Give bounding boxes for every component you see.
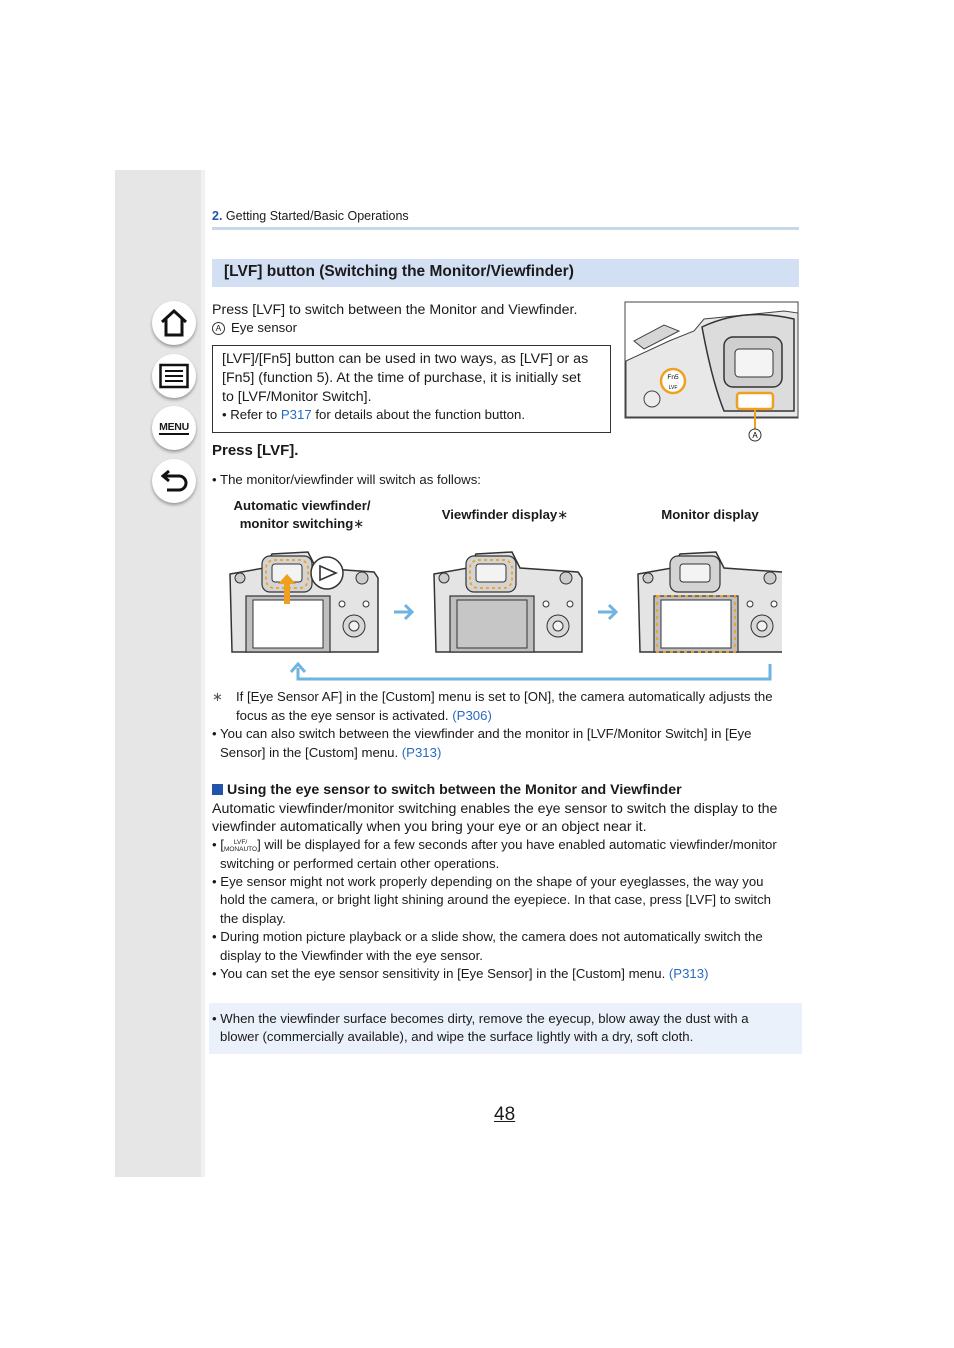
back-button[interactable] — [152, 459, 196, 503]
switch-note: • The monitor/viewfinder will switch as follows: — [212, 472, 481, 487]
footnote-line-2: focus as the eye sensor is activated. (P306) — [236, 708, 492, 723]
home-button[interactable] — [152, 301, 196, 345]
col-viewfinder-heading: Viewfinder display∗ — [441, 507, 569, 522]
page-number: 48 — [494, 1104, 516, 1125]
tip-line-2: blower (commercially available), and wipe the surface lightly with a dry, soft cloth. — [220, 1029, 694, 1044]
eye-sensor-label: Eye sensor — [231, 320, 297, 335]
note-line-1: [LVF]/[Fn5] button can be used in two ways, as [LVF] or as — [222, 351, 589, 367]
chapter-number: 2. — [212, 209, 223, 223]
refer-pre: Refer to — [230, 407, 281, 422]
bullet-3-line-2: display to the Viewfinder with the eye sensor. — [220, 948, 483, 963]
chapter-title: Getting Started/Basic Operations — [225, 209, 409, 223]
link-p306[interactable]: (P306) — [452, 708, 492, 723]
intro-text: Press [LVF] to switch between the Monitor and Viewfinder. — [212, 302, 578, 318]
breadcrumb — [212, 209, 409, 223]
bullet-2-line-3: the display. — [220, 911, 286, 926]
col-auto-heading: Automatic viewfinder/ monitor switching∗ — [233, 498, 371, 531]
lvf-monauto-icon: LVF/ MONAUTO — [223, 839, 258, 853]
back-arrow-icon — [159, 467, 189, 495]
refer-link-p317[interactable]: P317 — [280, 407, 312, 422]
link-p313-b[interactable]: (P313) — [668, 966, 709, 981]
bullet-1-line-2: switching or performed certain other operations. — [220, 856, 500, 871]
section-header — [212, 259, 799, 287]
square-bullet-icon — [212, 784, 223, 795]
contents-button[interactable] — [152, 354, 196, 398]
home-icon — [159, 308, 189, 338]
eye-sensor-caption — [212, 319, 297, 338]
sidebar-edge — [201, 170, 205, 1177]
link-p313-a[interactable]: (P313) — [401, 745, 442, 760]
bullet-1-line-1: • [ LVF/ MONAUTO ] will be displayed for a few seconds after you have enabled automatic viewfinder/monitor — [212, 837, 777, 853]
note-line-3: to [LVF/Monitor Switch]. — [222, 389, 372, 405]
col-monitor-heading: Monitor display — [661, 507, 759, 522]
footnote-symbol: ∗ — [212, 689, 224, 704]
eye-sensor-subheading: Using the eye sensor to switch between the Monitor and Viewfinder — [212, 782, 682, 798]
note-line-2: [Fn5] (function 5). At the time of purchase, it is initially set — [222, 370, 581, 386]
lvf-label: LVF — [668, 385, 678, 391]
list-icon — [159, 363, 189, 389]
bullet-2-line-1: • Eye sensor might not work properly depending on the shape of your eyeglasses, the way you — [212, 874, 764, 889]
section-title: [LVF] button (Switching the Monitor/Viewfinder) — [224, 263, 574, 280]
figure-marker-a: A — [752, 431, 758, 440]
bullet-switch-line-2: Sensor] in the [Custom] menu. (P313) — [220, 745, 442, 760]
bullet-2-line-2: hold the camera, or bright light shining around the eyepiece. In that case, press [LVF] to switch — [220, 892, 772, 907]
menu-label: MENU — [159, 421, 189, 433]
fn5-label: Fn5 — [667, 374, 679, 381]
bullet-3-line-1: • During motion picture playback or a slide show, the camera does not automatically switch the — [212, 929, 763, 944]
para-line-2: viewfinder automatically when you bring your eye or an object near it. — [212, 819, 647, 835]
switch-sequence-illustration — [222, 544, 782, 686]
note-refer: • Refer to P317 for details about the function button. — [222, 407, 526, 422]
bullet-4-line-1: • You can set the eye sensor sensitivity in [Eye Sensor] in the [Custom] menu. (P313) — [212, 966, 709, 981]
para-line-1: Automatic viewfinder/monitor switching enables the eye sensor to switch the display to the — [212, 801, 778, 817]
bullet-switch-line-1: • You can also switch between the viewfinder and the monitor in [LVF/Monitor Switch] in [Eye — [212, 726, 752, 741]
marker-a: A — [212, 322, 225, 335]
menu-button[interactable] — [152, 406, 196, 450]
breadcrumb-rule — [212, 227, 799, 230]
note-box — [212, 345, 611, 433]
tip-line-1: • When the viewfinder surface becomes dirty, remove the eyecup, blow away the dust with a — [212, 1011, 749, 1026]
press-lvf-heading: Press [LVF]. — [212, 442, 299, 459]
camera-eyecup-illustration — [624, 301, 800, 447]
footnote-line-1: If [Eye Sensor AF] in the [Custom] menu is set to [ON], the camera automatically adjusts the — [236, 689, 773, 704]
tip-box — [209, 1003, 802, 1054]
refer-post: for details about the function button. — [311, 407, 526, 422]
